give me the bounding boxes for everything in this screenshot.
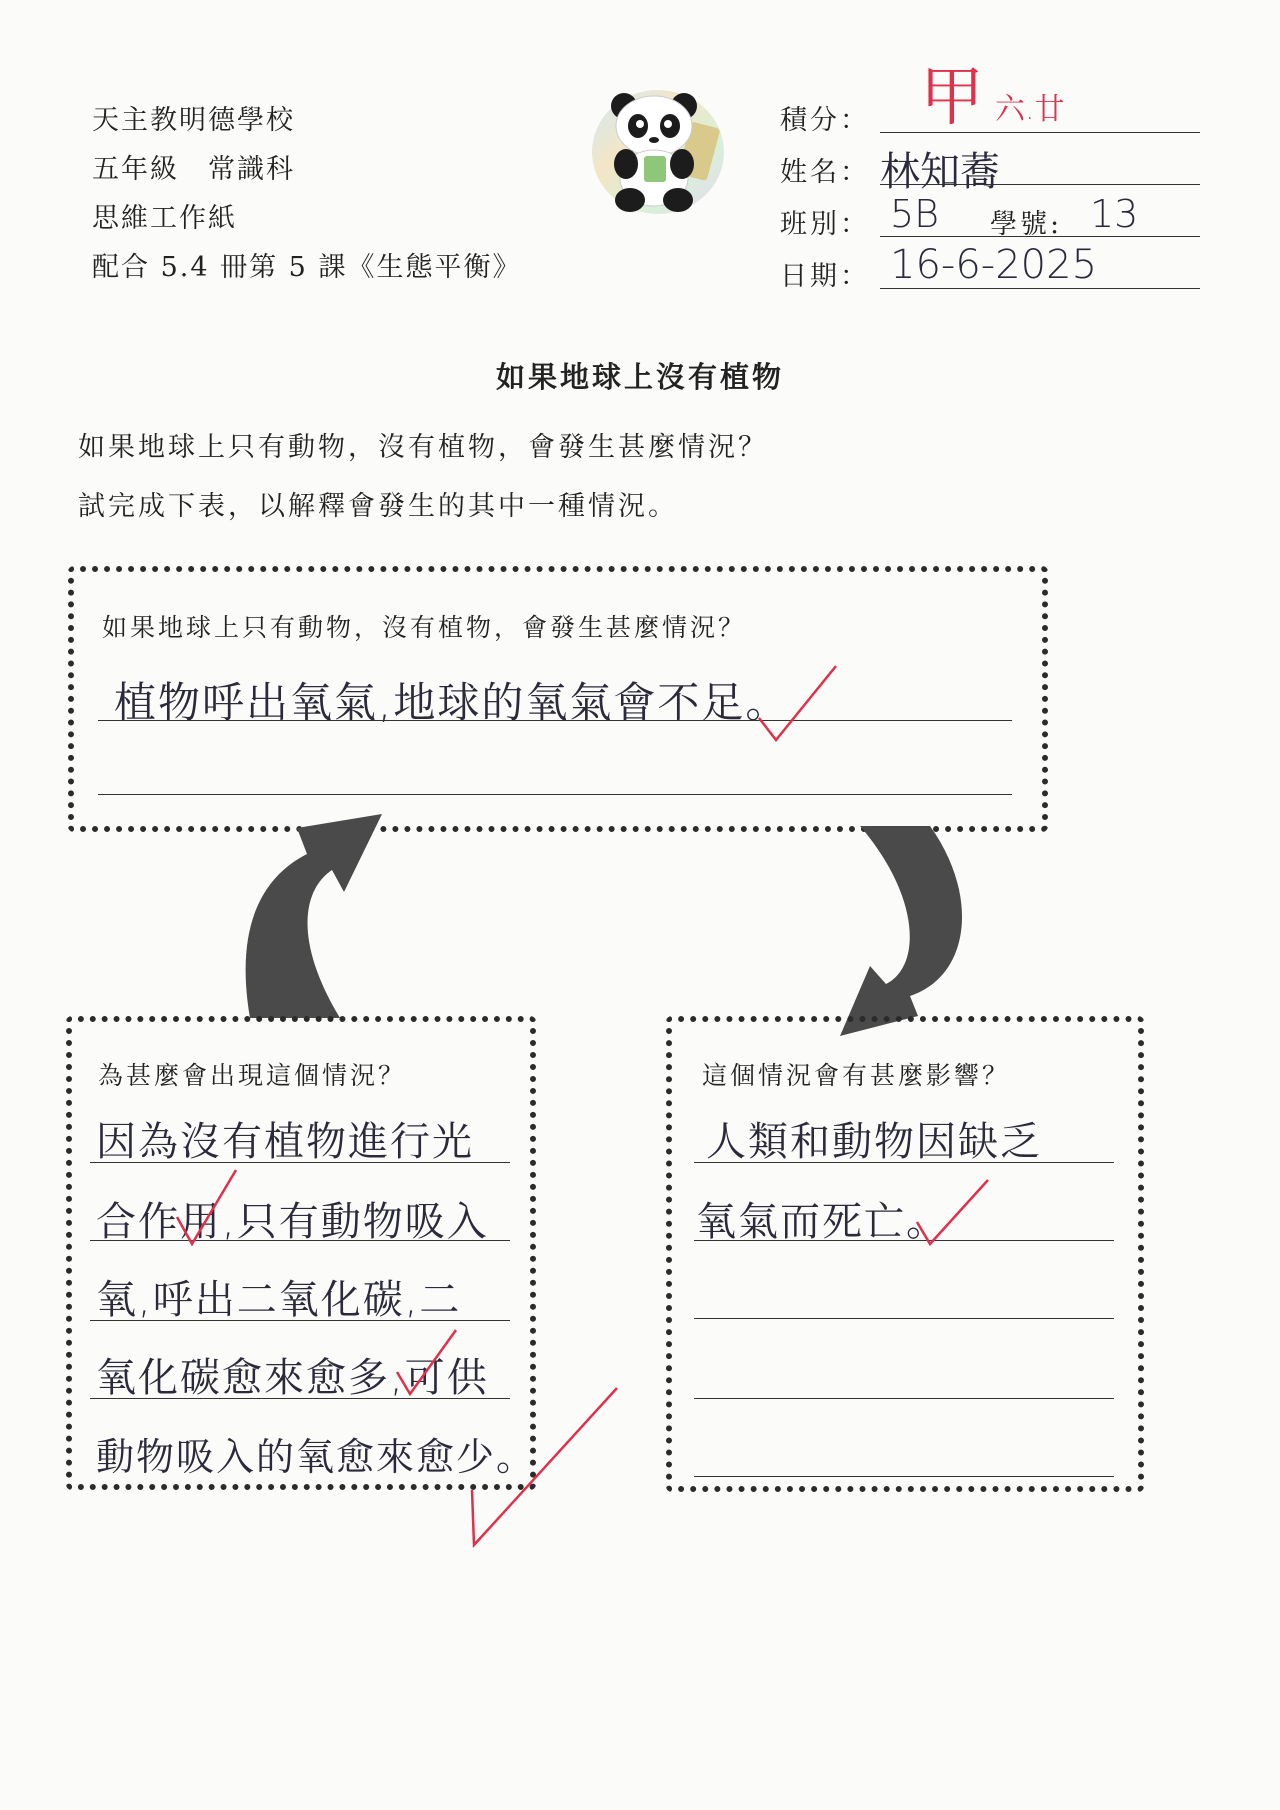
panda-sticker-icon (588, 86, 728, 216)
check-mark-icon (172, 1162, 242, 1252)
box-left-answer-2: 合作用,只有動物吸入 (96, 1199, 489, 1245)
check-mark-icon (912, 1172, 992, 1252)
arrow-up-icon (232, 792, 402, 1018)
class-value: 5B (890, 192, 940, 236)
box-top-answer: 植物呼出氧氣,地球的氧氣會不足。 (114, 678, 790, 727)
box-left-question: 為甚麼會出現這個情況？ (98, 1061, 407, 1090)
student-no-value: 13 (1090, 192, 1139, 236)
check-mark-icon (754, 658, 844, 748)
worksheet-type: 思維工作紙 (92, 203, 237, 234)
instruction-line-2: 試完成下表，以解釋會發生的其中一種情況。 (78, 491, 678, 522)
school-info (92, 96, 521, 292)
box-left-answer-4: 氧化碳愈來愈多,可供 (96, 1355, 489, 1401)
date-value: 16-6-2025 (890, 242, 1098, 288)
instructions (78, 418, 768, 536)
score-field (780, 61, 1180, 136)
score-label: 積分： (780, 105, 870, 136)
box-right-question: 這個情況會有甚麼影響？ (702, 1061, 1011, 1090)
date-label: 日期： (780, 261, 870, 292)
school-name: 天主教明德學校 (92, 105, 295, 136)
box-left-answer-5: 動物吸入的氧愈來愈少。 (96, 1435, 537, 1479)
score-note: 六.廿 (995, 92, 1065, 127)
check-mark-icon (462, 1380, 622, 1550)
instruction-line-1: 如果地球上只有動物，沒有植物，會發生甚麼情況？ (78, 432, 768, 463)
name-field (780, 144, 1180, 195)
box-what-happens (68, 566, 1048, 832)
date-field (780, 242, 1180, 292)
box-impact (666, 1016, 1144, 1492)
box-left-answer-3: 氧,呼出二氧化碳,二 (96, 1277, 462, 1323)
class-label: 班別： (780, 209, 870, 240)
box-right-answer-2: 氧氣而死亡。 (696, 1199, 948, 1245)
name-label: 姓名： (780, 157, 870, 188)
lesson-reference: 配合 5.4 冊第 5 課《生態平衡》 (92, 252, 522, 283)
grade-subject: 五年級 常識科 (92, 154, 295, 185)
class-field (780, 192, 1180, 240)
box-left-answer-1: 因為沒有植物進行光 (96, 1119, 474, 1165)
check-mark-icon (392, 1322, 462, 1402)
score-value: 甲 (920, 61, 984, 135)
box-top-question: 如果地球上只有動物，沒有植物，會發生甚麼情況？ (102, 613, 747, 642)
worksheet-title: 如果地球上沒有植物 (495, 360, 784, 394)
student-no-label: 學號: (990, 209, 1063, 240)
box-right-answer-1: 人類和動物因缺乏 (706, 1119, 1042, 1165)
name-value: 林知蕎 (880, 149, 1000, 195)
